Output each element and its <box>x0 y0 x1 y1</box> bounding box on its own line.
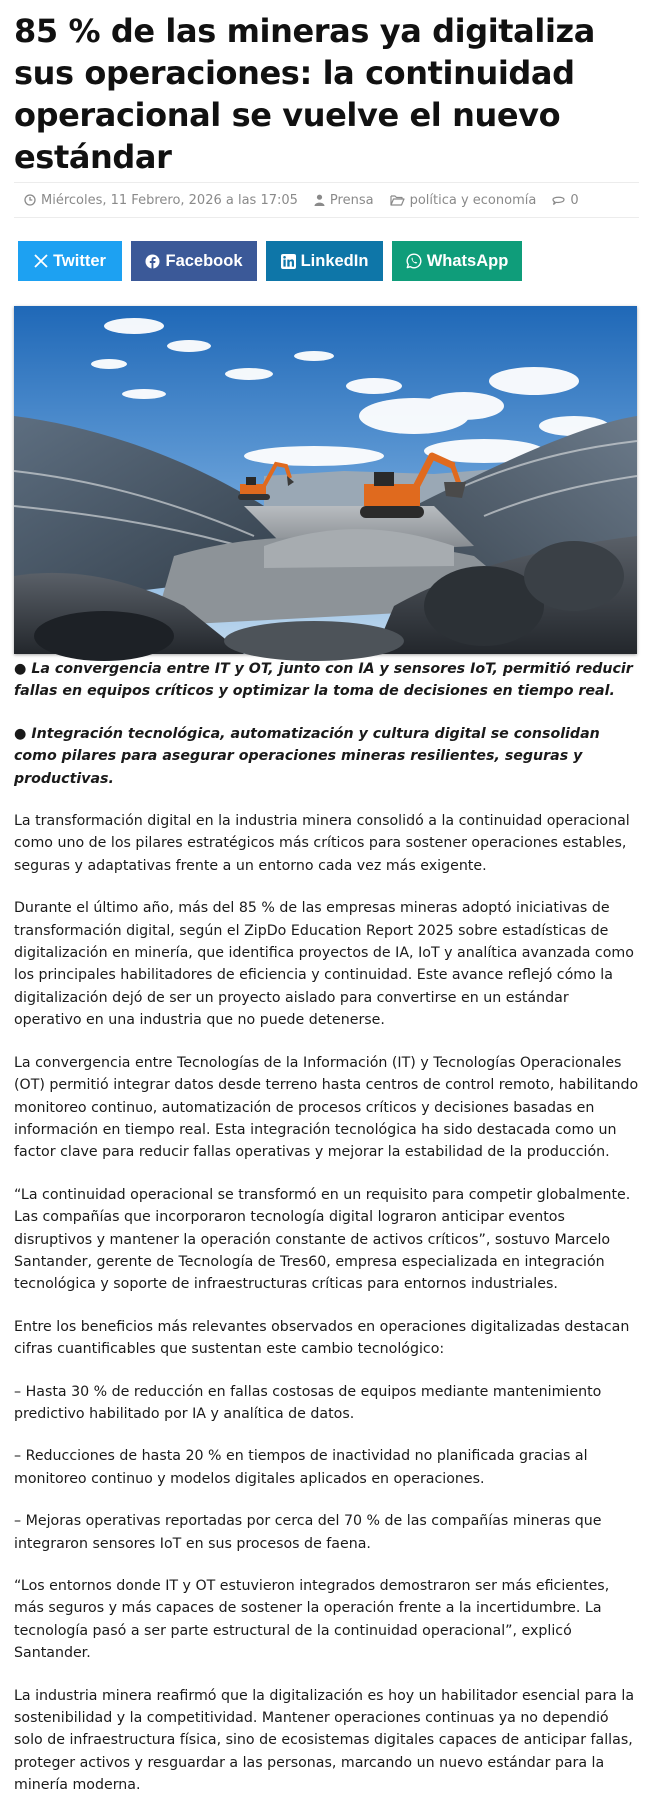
comment-icon <box>552 194 565 206</box>
meta-comments[interactable] <box>552 193 578 208</box>
x-logo-icon <box>34 254 48 268</box>
meta-author-text[interactable]: Prensa <box>329 192 374 208</box>
facebook-icon <box>145 254 160 269</box>
paragraph: La transformación digital en la industria minera consolidó a la continuidad operacional como uno de los pilares estratégicos más críticos para sostener operaciones estables, seguras y adaptativas frente a un entorno cada vez más exigente. <box>14 813 630 874</box>
article-title: 85 % de las mineras ya digitaliza sus operaciones: la continuidad operacional se vuelve el nuevo estándar <box>14 12 595 176</box>
paragraph: “Los entornos donde IT y OT estuvieron integrados demostraron ser más eficientes, más seguros y más capaces de sostener la operación frente a la incertidumbre. La tecnología pasó a ser parte estructural de la continuidad operacional”, explicó Santander. <box>14 1578 610 1662</box>
article-meta <box>14 182 639 218</box>
article-body <box>14 658 639 1817</box>
whatsapp-icon <box>406 253 422 269</box>
meta-comments-count[interactable]: 0 <box>570 192 579 208</box>
meta-author[interactable] <box>314 193 374 208</box>
share-linkedin-button[interactable] <box>266 241 383 281</box>
paragraph: “La continuidad operacional se transformó en un requisito para competir globalmente. Las compañías que incorporaron tecnología digital lograron anticipar eventos disruptivos y mantener la operación constante de activos críticos”, sostuvo Marcelo Santander, gerente de Tecnología de Tres60, empresa especializada en integración tecnológica y soporte de infraestructuras críticas para entornos industriales. <box>14 1186 631 1293</box>
linkedin-icon <box>281 254 296 269</box>
share-facebook-button[interactable] <box>131 241 257 281</box>
share-whatsapp-label: WhatsApp <box>426 251 509 270</box>
user-icon <box>314 194 325 206</box>
clock-icon <box>24 194 36 206</box>
share-facebook-label: Facebook <box>165 251 243 270</box>
paragraph: La convergencia entre Tecnologías de la Información (IT) y Tecnologías Operacionales (OT) permitió integrar datos desde terreno hasta centros de control remoto, habilitando monitoreo continuo, automatización de procesos críticos y decisiones basadas en información en tiempo real. Esta integración tecnológica ha sido destacada como un factor clave para reducir fallas operativas y mejorar la estabilidad de la producción. <box>14 1054 639 1161</box>
meta-date <box>24 193 298 208</box>
lead-bullet: ● Integración tecnológica, automatización y cultura digital se consolidan como pilares para asegurar operaciones mineras resilientes, seguras y productivas. <box>14 725 600 787</box>
share-bar <box>18 241 531 281</box>
share-twitter-button[interactable] <box>18 241 122 281</box>
paragraph: Durante el último año, más del 85 % de las empresas mineras adoptó iniciativas de transformación digital, según el ZipDo Education Report 2025 sobre estadísticas de digitalización en minería, que identifica proyectos de IA, IoT y analítica avanzada como los principales habilitadores de eficiencia y continuidad. Este avance reflejó cómo la digitalización dejó de ser un proyecto aislado para convertirse en un estándar operativo en una industria que no puede detenerse. <box>14 900 634 1029</box>
meta-date-text: Miércoles, 11 Febrero, 2026 a las 17:05 <box>41 192 298 208</box>
paragraph: Entre los beneficios más relevantes observados en operaciones digitalizadas destacan cifras cuantificables que sustentan este cambio tecnológico: <box>14 1318 630 1358</box>
paragraph: – Hasta 30 % de reducción en fallas costosas de equipos mediante mantenimiento predictivo habilitado por IA y analítica de datos. <box>14 1383 602 1422</box>
share-whatsapp-button[interactable] <box>392 241 522 281</box>
meta-category[interactable] <box>390 193 537 208</box>
hero-image <box>14 306 637 654</box>
folder-icon <box>390 194 405 206</box>
paragraph: – Reducciones de hasta 20 % en tiempos de inactividad no planificada gracias al monitoreo continuo y modelos digitales aplicados en operaciones. <box>14 1448 588 1487</box>
lead-bullet: ● La convergencia entre IT y OT, junto con IA y sensores IoT, permitió reducir fallas en equipos críticos y optimizar la toma de decisiones en tiempo real. <box>14 661 633 700</box>
paragraph: La industria minera reafirmó que la digitalización es hoy un habilitador esencial para la sostenibilidad y la competitividad. Mantener operaciones continuas ya no dependió solo de infraestructura física, sino de ecosistemas digitales capaces de anticipar fallas, proteger activos y resguardar a las personas, marcando un nuevo estándar para la minería moderna. <box>14 1687 635 1794</box>
mining-landscape-illustration <box>14 306 637 654</box>
meta-category-text[interactable]: política y economía <box>409 192 537 208</box>
share-linkedin-label: LinkedIn <box>300 251 369 270</box>
share-twitter-label: Twitter <box>53 251 106 270</box>
paragraph: – Mejoras operativas reportadas por cerca del 70 % de las compañías mineras que integraron sensores IoT en sus procesos de faena. <box>14 1513 602 1552</box>
